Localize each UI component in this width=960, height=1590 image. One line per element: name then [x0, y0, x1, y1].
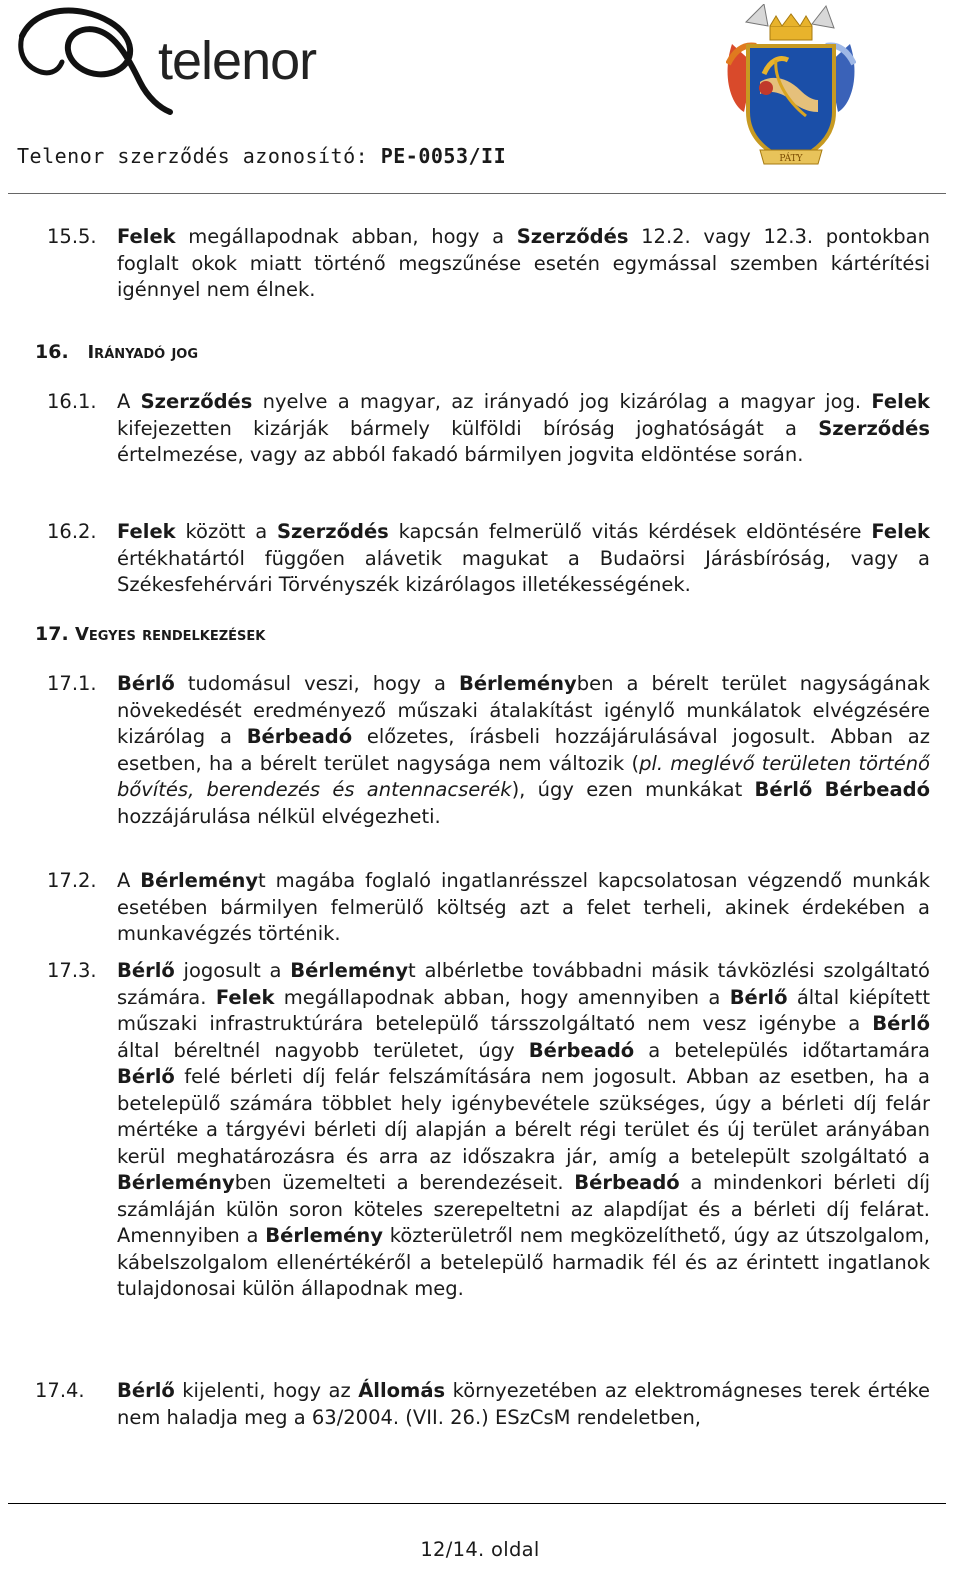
section-16-heading — [35, 341, 198, 363]
term-berlemeny: Bérlemény — [117, 1171, 235, 1194]
text-run: 12.2. vagy 12.3. pontokban foglalt okok miatt történő megszűnése esetén egymással szemben kártérítési igénnyel nem élnek. — [117, 225, 930, 301]
text-run: hozzájárulása nélkül elvégezheti. — [117, 804, 441, 828]
section-number: 16.1. — [47, 390, 97, 413]
text-run: tudomásul veszi, hogy a — [174, 672, 459, 695]
heading-number: 16. — [35, 341, 69, 363]
crest-banner-text: PÁTY — [779, 154, 803, 164]
text-run — [812, 778, 824, 801]
term-berlo: Bérlő — [872, 1012, 930, 1035]
heading-title: Vegyes rendelkezések — [74, 624, 266, 645]
text-run: t magába foglaló ingatlanrésszel kapcsolatosan végzendő munkák esetében bármilyen felmerülő költség azt a felet terheli, akinek érdekében a munkavégzés történik. — [117, 869, 931, 945]
term-felek: Felek — [117, 225, 176, 248]
page-number: 12/14. oldal — [420, 1538, 540, 1561]
text-run: értelmezése, vagy az abból fakadó bármilyen jogvita eldöntése során. — [117, 443, 804, 466]
telenor-swirl-icon — [14, 0, 174, 118]
text-run: nyelve a magyar, az irányadó jog kizárólag a magyar jog. — [252, 390, 872, 413]
term-szerzodes: Szerződés — [140, 390, 253, 413]
text-run: környezetében az elektromágneses terek értéke nem haladja meg a 63/2004. (VII. 26.) ESzCsM rendeletben, — [117, 1379, 930, 1429]
section-17-heading — [35, 623, 265, 645]
text-run: kifejezetten kizárják bármely külföldi bíróság joghatóságát a — [117, 416, 819, 440]
heading-title: Irányadó jog — [87, 342, 199, 363]
text-run: a mindenkori bérleti díj számláján külön soron köteles szerepeltetni az alapdíjat és a bérleti díj felárat. Amennyiben a — [117, 1171, 930, 1247]
text-run: kijelenti, hogy az — [174, 1379, 359, 1402]
section-17-3-text — [117, 958, 930, 1303]
section-number: 15.5. — [47, 225, 97, 248]
text-run: kapcsán felmerülő vitás kérdések eldöntésére — [388, 520, 872, 543]
term-felek: Felek — [871, 520, 930, 543]
section-number: 16.2. — [47, 520, 97, 543]
section-17-4-text — [117, 1378, 930, 1431]
section-16-2-text — [117, 519, 930, 599]
text-run: a betelepülés időtartamára — [634, 1038, 930, 1062]
term-berlemeny: Bérlemény — [140, 869, 259, 892]
term-felek: Felek — [117, 520, 176, 543]
term-allomas: Állomás — [358, 1379, 446, 1402]
section-number: 17.2. — [47, 869, 97, 892]
term-berlemeny: Bérlemény — [290, 959, 409, 982]
term-berbeado: Bérbeadó — [574, 1171, 680, 1194]
contract-label: Telenor szerződés azonosító: — [17, 144, 381, 168]
term-szerzodes: Szerződés — [516, 225, 629, 248]
term-szerzodes: Szerződés — [818, 416, 930, 440]
term-szerzodes: Szerződés — [277, 520, 389, 543]
term-berlo: Bérlő — [117, 1065, 175, 1088]
section-number: 17.3. — [47, 959, 97, 982]
section-number: 17.1. — [47, 672, 97, 695]
text-run: ben üzemelteti a berendezéseit. — [234, 1171, 575, 1194]
term-berlemeny: Bérlemény — [265, 1224, 383, 1247]
text-run: megállapodnak abban, hogy amennyiben a — [274, 985, 730, 1009]
term-berbeado: Bérbeadó — [246, 725, 353, 748]
telenor-logo — [14, 0, 334, 118]
term-berlo: Bérlő — [754, 778, 813, 801]
text-run: jogosult a — [174, 959, 291, 982]
text-run: által béreltnél nagyobb területet, úgy — [117, 1038, 529, 1062]
section-17-1-text — [117, 671, 930, 830]
brand-name: telenor — [158, 31, 317, 91]
contract-id: PE-0053/II — [380, 144, 507, 168]
text-run: megállapodnak abban, hogy a — [175, 225, 517, 248]
text-run: A — [117, 390, 141, 413]
section-15-5-text — [117, 224, 930, 304]
term-berbeado: Bérbeadó — [528, 1038, 635, 1062]
term-berlo: Bérlő — [117, 672, 175, 695]
italic-example: pl. meglévő területen történő bővítés, berendezés és antennacserék — [117, 751, 930, 801]
text-run: között a — [175, 520, 277, 543]
heading-number: 17. — [35, 623, 69, 645]
text-run: által kiépített műszaki infrastruktúrára betelepülő társszolgáltató nem vesz igénybe a — [117, 985, 931, 1035]
term-felek: Felek — [871, 390, 931, 413]
contract-id-line — [17, 144, 506, 168]
text-run: ), úgy ezen munkákat — [511, 778, 755, 801]
term-berlo: Bérlő — [117, 1379, 175, 1402]
text-run: közterületről nem megközelíthető, úgy az útszolgalom, kábelszolgalom ellenértékéről a betelepülő harmadik fél és az érintett ingatlanok tulajdonosai külön állapodnak meg. — [117, 1224, 930, 1300]
text-run: ben a bérelt terület nagyságának növekedését eredményező műszaki átalakítást igénylő munkálatok elvégzésére kizárólag a — [117, 672, 930, 748]
section-16-1-text — [117, 389, 930, 469]
text-run: felé bérleti díj felár felszámítására nem jogosult. Abban az esetben, ha a betelepülő számára többlet hely igénybevétele szükséges, úgy a bérleti díj felár mértéke a tárgyévi bérleti díj alapján a bérelt régi terület és új terület arányában kerül meghatározásra és arra az időszakra jár, amíg a betelepült szolgáltató a — [117, 1065, 930, 1168]
term-berlo: Bérlő — [729, 985, 788, 1009]
term-berlemeny: Bérlemény — [458, 672, 577, 695]
pat-coat-of-arms — [726, 4, 856, 172]
term-berlo: Bérlő — [117, 959, 175, 982]
term-felek: Felek — [215, 985, 275, 1009]
header-divider — [8, 193, 946, 194]
section-17-2-text — [117, 868, 930, 948]
footer-divider — [8, 1503, 946, 1504]
text-run: előzetes, írásbeli hozzájárulásával jogosult. Abban az esetben, ha a bérelt terület nagysága nem változik ( — [117, 725, 930, 775]
text-run: t albérletbe továbbadni másik távközlési szolgáltató számára. — [117, 959, 930, 1009]
text-run: A — [117, 869, 141, 892]
term-berbeado: Bérbeadó — [824, 778, 930, 801]
section-number: 17.4. — [35, 1379, 85, 1402]
text-run: értékhatártól függően alávetik magukat a Budaörsi Járásbíróság, vagy a Székesfehérvári Törvényszék kizárólagos illetékességének. — [117, 546, 930, 596]
